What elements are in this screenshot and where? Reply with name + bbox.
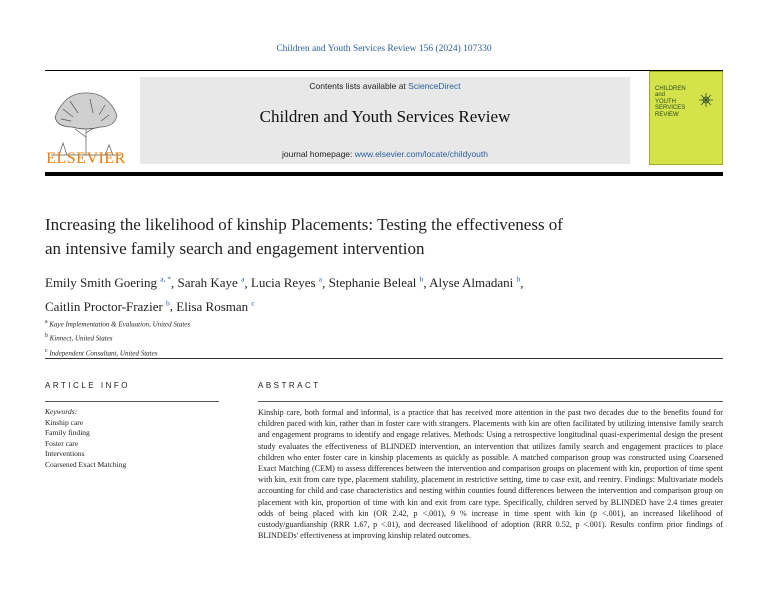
author[interactable]: Sarah Kaye $^a$ — [177, 275, 245, 291]
keyword: Kinship care — [45, 417, 84, 427]
author[interactable]: Emily Smith Goering $^{a, *}$ — [45, 275, 172, 291]
affiliation-mark[interactable]: a — [318, 275, 323, 284]
affiliation-mark[interactable]: b — [166, 298, 170, 308]
affiliation: $^a$ Kaye Implementation & Evaluation, United States — [45, 319, 191, 329]
keyword: Foster care — [45, 438, 79, 448]
header-rule-bottom — [45, 172, 723, 176]
section-divider — [45, 358, 723, 359]
keywords-block — [45, 407, 219, 471]
keyword: Family finding — [45, 428, 90, 438]
affiliation-mark[interactable]: b — [516, 275, 521, 284]
affiliation-mark[interactable]: a, * — [160, 275, 172, 284]
journal-masthead — [140, 77, 630, 164]
affiliation: $^b$ Kinnect, United States — [45, 333, 113, 343]
homepage-link[interactable]: www.elsevier.com/locate/childyouth — [354, 149, 488, 159]
article-title — [45, 213, 685, 261]
abstract-text: Kinship care, both formal and informal, is a practice that has received more attention in the past two decades due to the benefits found for children paced with kin, rather than in foster care with strangers. Placements with kin are often facilitated by utilizing intensive family search and engagement programs to identify and engage relatives. Methods: Using a retrospective longitudinal quasi-experimental design the present study evaluates the effectiveness of BLINDED intervention, an intervention that utilizes family search and engagement practices to place children who enter foster care in kinship placements as quickly as possible. A matched comparison group was constructed using Coarsened Exact Matching (CEM) to assess differences between the intervention and comparison groups on placement with kin, proportion of time spent with kin, exit from care type, placement stability, placement in restrictive setting, time to case exit, and reentry. Findings: Multivariate models accounting for child and case characteristics and nesting within counties found differences between the intervention and comparison group on placement with kin, proportion of time with kin and exit from care type. Specifically, children served by BLINDED have 2.4 times greater odds of being placed with kin (OR 2.42, p <.001), 9 % increase in time spent with kin (p <.001), an increased likelihood of custody/guardianship (RRR 1.67, p <.01), and decreased likelihood of adoption (RRR 0.52, p <.001). Results confirm prior findings of BLINDEDs' effectiveness at improving kinship related outcomes. — [258, 408, 723, 541]
publisher-name[interactable]: ELSEVIER — [46, 150, 126, 167]
author-list: Emily Smith Goering $^{a, *}$, Sarah Kaye $^a$, Lucia Reyes $^a$, Stephanie Beleal $^b$, Alyse Almadani $^b$, Caitlin Proctor-Frazier $^b$, Elisa Rosman $^c$ — [45, 275, 524, 314]
keyword: Coarsened Exact Matching — [45, 459, 127, 469]
abstract-rule — [258, 401, 723, 402]
author[interactable]: Lucia Reyes $^a$ — [250, 275, 323, 291]
homepage-line — [140, 149, 630, 159]
author[interactable]: Caitlin Proctor-Frazier $^b$ — [45, 298, 170, 314]
journal-title[interactable]: Children and Youth Services Review — [259, 107, 511, 126]
article-title-line-1: Increasing the likelihood of kinship Placements: Testing the effectiveness of — [45, 215, 563, 234]
journal-cover-thumbnail[interactable] — [649, 71, 723, 165]
article-info-heading: ARTICLE INFO — [45, 381, 130, 390]
cover-title: CHILDREN and YOUTH SERVICES REVIEW — [655, 86, 686, 118]
affiliations — [45, 316, 445, 359]
contents-line — [140, 81, 630, 91]
sciencedirect-link[interactable]: ScienceDirect — [408, 81, 461, 91]
keyword: Interventions — [45, 449, 85, 459]
contents-prefix: Contents lists available at — [309, 81, 409, 91]
affiliation: $^c$ Independent Consultant, United States — [45, 347, 158, 357]
affiliation-mark[interactable]: b — [419, 275, 424, 284]
homepage-prefix: journal homepage: — [281, 149, 355, 159]
journal-citation[interactable]: Children and Youth Services Review 156 (2024) 107330 — [276, 44, 492, 54]
affiliation-mark[interactable]: a — [241, 275, 245, 284]
header-rule-top — [45, 70, 723, 71]
keywords-label: Keywords: — [45, 407, 78, 416]
article-info-rule — [45, 401, 219, 402]
author[interactable]: Alyse Almadani $^b$ — [429, 275, 521, 291]
cover-emblem-icon — [698, 92, 714, 108]
abstract-heading: ABSTRACT — [258, 381, 321, 390]
author[interactable]: Elisa Rosman $^c$ — [176, 298, 255, 314]
author[interactable]: Stephanie Beleal $^b$ — [328, 275, 424, 291]
affiliation-mark[interactable]: c — [251, 298, 255, 308]
article-title-line-2: an intensive family search and engagement intervention — [45, 239, 425, 258]
